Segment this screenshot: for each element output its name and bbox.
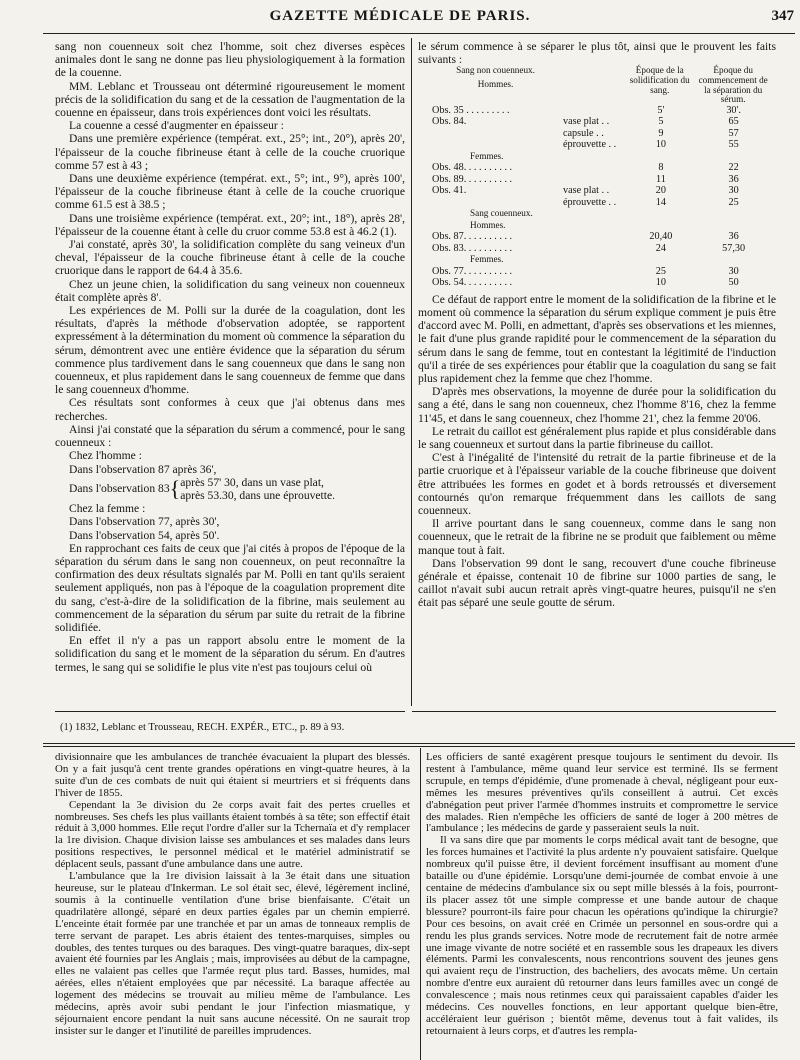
page-number: 347: [771, 8, 794, 24]
table-section-label: Sang couenneux.: [470, 208, 533, 219]
table-cell: 5': [657, 104, 665, 116]
table-row: [430, 174, 770, 186]
paragraph: Dans l'observation 99 dont le sang, recouvert d'une couche fibrineuse générale et épaisse, contenait 10 de fibrine sur 1000 parties de sang, le caillot n'avait subi aucun retrait après vingt-quatre heures, puisqu'il ne s'en était pas séparé une seule goutte de sérum.: [418, 556, 776, 610]
table-row: [430, 162, 770, 174]
table-cell: 50: [728, 277, 739, 289]
paragraph: Chez un jeune chien, la solidification du sang veineux non couenneux était complète après 8'.: [55, 277, 405, 304]
paragraph: Les expériences de M. Polli sur la durée de la coagulation, dont les résultats, d'après la méthode d'observation adoptée, se rapportent expressément à la détermination du moment où commence la séparation du sérum, démontrent avec une entière évidence que la séparation du sérum commence plus tardivement dans le sang couenneux que dans le sang non couenneux, et plus rapidement dans le sang couenneux de femme que dans le sang couenneux d'homme.: [55, 304, 405, 397]
list-line: après 57' 30, dans un vase plat,: [180, 475, 324, 489]
table-row: [430, 105, 770, 117]
table-cell: Obs. 41.: [432, 185, 467, 197]
table-cell: Obs. 89. . . . . . . . . .: [432, 173, 513, 185]
paragraph: Il arrive pourtant dans le sang couenneux, comme dans le sang non couenneux, que le retrait de la fibrine ne se produit que faiblement ou même manque tout à fait.: [418, 517, 776, 557]
table-cell: [561, 174, 625, 186]
table-cell: 22: [728, 162, 739, 174]
table-row: [430, 197, 770, 209]
table-cell: vase plat . .: [563, 116, 610, 128]
paragraph: Il va sans dire que par moments le corps médical avait tant de besogne, que les forces humaines et l'activité la plus ardente n'y pouvaient satisfaire. Quelque nombreux qu'il puisse être, il devient forcément insuffisant au moment d'une bataille ou d'une épidémie. Lorsqu'une demi-journée de combat envoie à une centaine de médecins d'ambulance six ou sept mille blessés à la fois, pourront-ils placer assez tôt une simple compresse et une bande autour de chaque blessure? pourront-ils faire pour chacun les opérations qu'indique la chirurgie? Pour ces besoins, on avait créé en Crimée un personnel en sous-ordre qui a rendu les plus grands services. Notre mode de recrutement fait de notre armée une image vivante de notre société et en rassemble sous les drapeaux les divers éléments. Parmi les convalescents, nous rencontrions souvent des jeunes gens qui avaient reçu de l'instruction, des bacheliers, des avocats même. Un certain nombre d'entre eux auraient dû retourner dans leurs familles avec un congé de convalescence ; mais nous retinmes ceux qui paraissaient capables d'aider les médecins. Ces nouvelles fonctions, en leur apportant quelque bien-être, accéléraient leur guérison ; bientôt même, devenus tout à fait valides, ils retournaient à leurs corps, et d'autres les rempla-: [426, 834, 778, 1037]
list-line: Dans l'observation 77, après 30',: [69, 515, 220, 529]
table-cell: 30'.: [726, 104, 741, 116]
left-column: [55, 40, 405, 674]
table-cell: Obs. 35 . . . . . . . . .: [432, 104, 510, 116]
table-cell: 24: [655, 242, 666, 254]
footnote-rule: [55, 711, 405, 712]
paragraph: sang non couenneux soit chez l'homme, soit chez diverses espèces animales dont le sang ne donne pas lieu physiologiquement à la formation de la couenne.: [55, 40, 405, 80]
table-cell: 36: [728, 173, 739, 185]
paragraph: Ce défaut de rapport entre le moment de la solidification de la fibrine et le moment où commence la séparation du sérum explique comment je puis être d'accord avec M. Polli, en admettant, d'après ses observations et les miennes, le fait d'une plus grande rapidité pour le commencement de la séparation du sérum dans le sang de femme, tout en contestant la légitimité de l'induction qu'il a tirée de ses expériences pour établir que la coagulation du sang se fait plus rapidement chez la femme que chez l'homme.: [418, 292, 776, 385]
table-cell: [430, 128, 561, 140]
table-section-label: Femmes.: [470, 254, 504, 265]
obs-83-lines: [55, 476, 405, 502]
table-cell: capsule . .: [563, 127, 604, 139]
table-header-solidification: Époque de la solidification du sang.: [629, 65, 690, 95]
table-row: [430, 128, 770, 140]
brace-glyph: {: [169, 475, 181, 501]
table-cell: 25: [728, 196, 739, 208]
list-line: Dans l'observation 54, après 50'.: [69, 528, 220, 542]
table-cell: 20,40: [649, 231, 673, 243]
paragraph: Les officiers de santé exagèrent presque toujours le sentiment du devoir. Ils restent à l'ambulance, même quand leur service est terminé. Ils se ferment scrupule, en temps d'épidémie, d'une promenade à cheval, négligeant pour eux-mêmes les mesures préventives qu'ils conseillent à autrui. Cet excès d'abnégation peut priver l'armée d'hommes instruits et compromettre le service des malades. Rien n'empêche les officiers de santé de loger à 200 mètres de l'ambulance ; les médecins de garde y passeraient seuls la nuit.: [426, 751, 778, 835]
table-cell: 57,30: [722, 242, 746, 254]
table-cell: Obs. 77. . . . . . . . . .: [432, 265, 513, 277]
table-cell: 30: [728, 265, 739, 277]
table-header-separation: Époque du commencement de la séparation du sérum.: [698, 65, 768, 105]
paragraph: D'après mes observations, la moyenne de durée pour la solidification du sang a été, dans le sang non couenneux, chez l'homme 8'16, chez la femme 11'45, et dans le sang couenneux, chez l'homme 21', chez la femme 20'06.: [418, 385, 776, 425]
table-cell: [561, 162, 625, 174]
list-line: Chez la femme :: [69, 502, 146, 516]
table-cell: [561, 105, 625, 117]
table-cell: Obs. 48. . . . . . . . . .: [432, 162, 513, 174]
list-line: Dans l'observation 83: [69, 482, 170, 496]
table-row: [430, 231, 770, 243]
paragraph: MM. Leblanc et Trousseau ont déterminé rigoureusement le moment précis de la solidification du sang et de la cessation de l'augmentation de la couenne en épaisseur, dans trois expériences dont voici les résultats.: [55, 79, 405, 120]
table-cell: 9: [658, 127, 664, 139]
table-cell: 14: [655, 196, 666, 208]
paragraph: C'est à l'inégalité de l'intensité du retrait de la partie fibrineuse et de la partie cruorique et à l'épaisseur variable de la couche fibrineuse que doivent être attribuées les formes en godet et à bords retroussés et diversement contournés qu'on remarque fréquemment dans les caillots de sang couenneux.: [418, 451, 776, 518]
feuilleton-rule: [43, 743, 795, 744]
table-row: [430, 277, 770, 289]
table-row: [430, 243, 770, 255]
journal-title: GAZETTE MÉDICALE DE PARIS.: [269, 8, 531, 24]
table-cell: 36: [728, 231, 739, 243]
table-cell: 55: [728, 139, 739, 151]
table-cell: [561, 277, 625, 289]
table-cell: 5: [658, 116, 664, 128]
table-row: [430, 185, 770, 197]
column-divider: [420, 748, 421, 1060]
table-cell: [430, 139, 561, 151]
paragraph: Dans une troisième expérience (températ. ext., 20°; int., 18°), après 28', l'épaisseur de la couenne étant à celle du cruor comme 53.8 est à 46.2 (1).: [55, 211, 405, 238]
table-cell: [561, 231, 625, 243]
list-line: Dans l'observation 87 après 36',: [69, 462, 217, 476]
table-cell: 57: [728, 127, 739, 139]
column-divider: [411, 38, 412, 706]
list-line: Chez l'homme :: [69, 449, 142, 463]
table-cell: 10: [655, 277, 666, 289]
table-cell: [561, 266, 625, 278]
paragraph: L'ambulance que la 1re division laissait à la 3e était dans une situation heureuse, sur le plateau d'Inkerman. Le sol était sec, élevé, légèrement incliné, soumis à la continuelle ventilation d'une brise bienfaisante. C'était un quadrilatère allongé, séparé en deux parties égales par un chemin empierré. L'enceinte était formée par une tranchée et par un amas de tonneaux remplis de terre servant de parapet. Les abris étaient des tentes-marquises, simples ou doubles, des tentes turques ou des baraques. Des vingt-quatre baraques, dix-sept avaient été fournies par les Anglais ; mais, improvisées au début de la campagne, elles ne valaient pas celles que l'armée reçut plus tard. Basses, humides, mal aérées, elles n'étaient employées que par nécessité. La baraque affectée au logement des médecins se trouvait au milieu même de l'ambulance. Les médecins, après avoir subi pendant le jour l'infection miasmatique, y séjournaient encore pendant la nuit sans aucune nécessité. On ne saurait trop insister sur le danger et l'inutilité de pareilles imprudences.: [55, 870, 410, 1037]
paragraph: divisionnaire que les ambulances de tranchée évacuaient la plupart des blessés. On y a fait jusqu'à cent trente grandes opérations en vingt-quatre heures, à la suite d'un de ces combats de nuit qui étaient si meurtriers et si fréquents dans l'hiver de 1855.: [55, 751, 410, 799]
table-cell: Obs. 83. . . . . . . . . .: [432, 242, 513, 254]
paragraph: le sérum commence à se séparer le plus tôt, ainsi que le prouvent les faits suivants :: [418, 40, 776, 67]
column-end-rule: [412, 711, 776, 712]
footnote: (1) 1832, Leblanc et Trousseau, RECH. EXPÉR., ETC., p. 89 à 93.: [60, 722, 345, 733]
table-cell: Obs. 54. . . . . . . . . .: [432, 277, 513, 289]
paragraph: Cependant la 3e division du 2e corps avait fait des pertes cruelles et nombreuses. Ses chefs les plus vaillants étaient tombés à sa tête; son effectif était réduit à 3,000 hommes. Elle reçut l'ordre d'aller sur la Tchernaïa et d'y remplacer la 1re division. Chaque division laisse ses ambulances et ses malades dans leurs positions respectives, le personnel médical et le matériel administratif se déplacent seuls, passant d'une ambulance dans une autre.: [55, 798, 410, 871]
table-cell: 65: [728, 116, 739, 128]
table-row: [430, 266, 770, 278]
table-section-label: Femmes.: [470, 150, 504, 161]
table-cell: éprouvette . .: [563, 196, 617, 208]
paragraph: Ainsi j'ai constaté que la séparation du sérum a commencé, pour le sang couenneux :: [55, 422, 405, 450]
list-line: après 53.30, dans une éprouvette.: [180, 488, 336, 502]
table-cell: 11: [655, 173, 666, 185]
paragraph: Dans une première expérience (températ. ext., 25°; int., 20°), après 20', l'épaisseur de la couche fibrineuse étant à celle de la couche cruorique comme 57 est à 43 ;: [55, 132, 405, 172]
feuilleton-rule: [43, 746, 795, 747]
right-column: [418, 40, 776, 610]
table-cell: vase plat . .: [563, 185, 610, 197]
table-cell: 25: [655, 265, 666, 277]
paragraph: Le retrait du caillot est généralement plus rapide et plus considérable dans le sang couenneux et surtout dans la partie fibrineuse du caillot.: [418, 424, 776, 452]
table-cell: 20: [655, 185, 666, 197]
table-cell: Obs. 84.: [432, 116, 467, 128]
table-cell: 10: [655, 139, 666, 151]
observation-table: [430, 66, 770, 104]
table-cell: Obs. 87. . . . . . . . . .: [432, 231, 513, 243]
paragraph: Dans une deuxième expérience (températ. ext., 5°; int., 9°), après 100', l'épaisseur de la couche fibrineuse étant à celle de la couche cruorique comme 61.5 est à 38.5 ;: [55, 172, 405, 212]
feuilleton-left-column: [55, 752, 410, 1038]
paragraph: En effet il n'y a pas un rapport absolu entre le moment de la solidification du sang et le moment de la séparation du sérum. En d'autres termes, le sang qui se solidifie le plus vite n'est pas toujours celui où: [55, 634, 405, 674]
observation-table-body: [430, 105, 770, 289]
observation-rows: [418, 105, 776, 289]
paragraph: J'ai constaté, après 30', la solidification complète du sang veineux d'un cheval, l'épaisseur de la couche fibrineuse étant à celle de la couche cruorique dans le rapport de 64.4 à 35.6.: [55, 238, 405, 278]
table-cell: [561, 243, 625, 255]
table-header-blood: Sang non couenneux. Hommes.: [456, 65, 535, 89]
paragraph: Ces résultats sont conformes à ceux que j'ai obtenus dans mes recherches.: [55, 396, 405, 423]
table-cell: 8: [658, 162, 664, 174]
obs-83-values: [180, 476, 335, 502]
header-rule: [43, 33, 795, 34]
table-cell: [430, 197, 561, 209]
table-cell: 30: [728, 185, 739, 197]
feuilleton-right-column: [426, 752, 778, 1038]
paragraph: La couenne a cessé d'augmenter en épaisseur :: [69, 119, 284, 133]
table-row: [430, 116, 770, 128]
table-cell: éprouvette . .: [563, 139, 617, 151]
table-section-label: Hommes.: [470, 219, 506, 230]
table-row: [430, 139, 770, 151]
paragraph: En rapprochant ces faits de ceux que j'ai cités à propos de l'époque de la séparation du sérum dans le sang non couenneux, on peut reconnaître la confirmation des deux résultats signalés par M. Polli en tant qu'ils seraient seulement appliqués, non pas à l'époque de la coagulation proprement dite du sang, c'est-à-dire de la solidification de la fibrine, mais seulement au commencement de la séparation du sérum par suite du retrait de la fibrine solidifiée.: [55, 541, 405, 634]
